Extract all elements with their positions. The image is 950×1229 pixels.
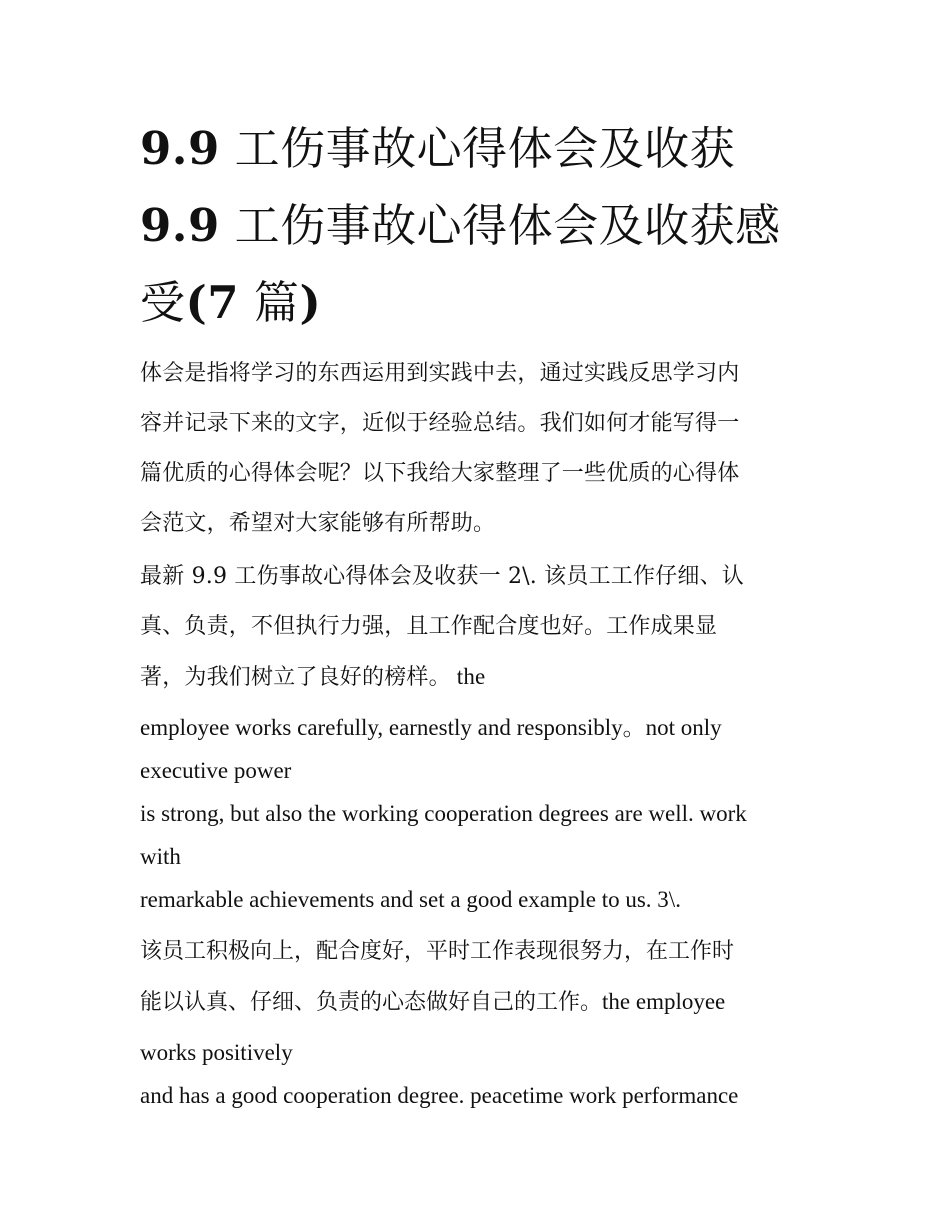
document-content — [140, 110, 815, 1117]
text-line: 会范文，希望对大家能够有所帮助。 — [140, 511, 496, 536]
text-line — [140, 652, 815, 703]
title-text: 篇 — [239, 276, 300, 329]
english-line: works positively — [140, 1040, 293, 1065]
title-text: 受 — [140, 276, 186, 329]
english-line: with — [140, 844, 181, 869]
title-line-1 — [140, 110, 815, 187]
english-line: is strong, but also the working cooperation degrees are well. work — [140, 801, 747, 826]
english-translation-block — [140, 706, 815, 921]
text-line: 真、负责，不但执行力强，且工作配合度也好。工作成果显 — [140, 614, 718, 639]
english-text: the — [450, 664, 486, 689]
section-two-paragraph — [140, 927, 815, 1028]
text-line: 最新 9.9 工伤事故心得体会及收获一 2\. 该员工工作仔细、认 — [140, 564, 744, 589]
english-line: and has a good cooperation degree. peacetime work performance — [140, 1083, 739, 1108]
english-text: the employee — [602, 989, 726, 1014]
title-line-3 — [140, 264, 815, 341]
title-number: 9.9 — [140, 199, 220, 252]
title-line-2 — [140, 187, 815, 264]
english-translation-block-2 — [140, 1031, 815, 1117]
document-title — [140, 110, 815, 341]
chinese-text: 著，为我们树立了良好的榜样。 — [140, 665, 451, 690]
title-number: 9.9 — [140, 122, 220, 175]
chinese-text: 能以认真、仔细、负责的心态做好自己的工作。 — [140, 990, 603, 1015]
text-line — [140, 977, 815, 1028]
title-text: 工伤事故心得体会及收获 — [219, 122, 736, 175]
section-one-paragraph — [140, 552, 815, 703]
intro-paragraph — [140, 349, 815, 549]
text-line: 该员工积极向上，配合度好，平时工作表现很努力，在工作时 — [140, 939, 735, 964]
english-line: employee works carefully, earnestly and responsibly。not only — [140, 715, 722, 740]
title-count: (7 — [185, 276, 240, 329]
text-line: 容并记录下来的文字，近似于经验总结。我们如何才能写得一 — [140, 411, 740, 436]
text-line: 体会是指将学习的东西运用到实践中去，通过实践反思学习内 — [140, 361, 740, 386]
english-line: remarkable achievements and set a good example to us. 3\. — [140, 887, 681, 912]
english-line: executive power — [140, 758, 292, 783]
title-paren: ) — [299, 276, 322, 329]
title-text: 工伤事故心得体会及收获感 — [219, 199, 781, 252]
text-line: 篇优质的心得体会呢？以下我给大家整理了一些优质的心得体 — [140, 461, 740, 486]
